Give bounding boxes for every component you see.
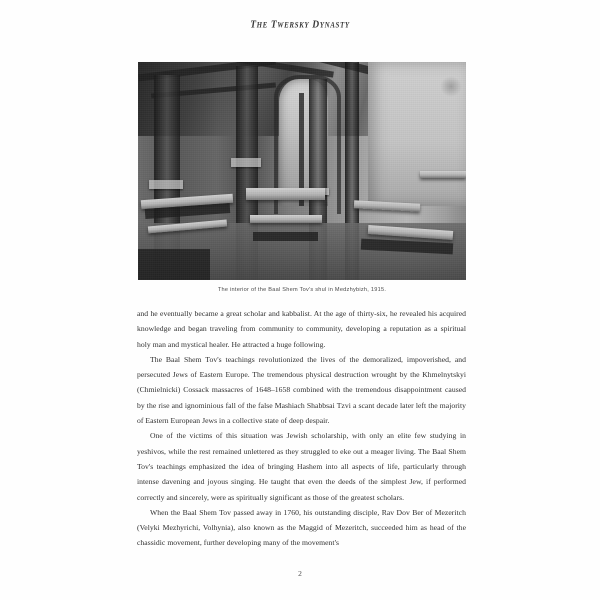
paragraph: The Baal Shem Tov's teachings revolutionized the lives of the demoralized, impoverished, and persecuted Jews of Eastern Europe. The tremendous physical destruction wrought by the Khmelnytskyi (Chmielnicki) Cossack massacres of 1648–1658 combined with the tremendous disappointment caused by the rise and ignominious fall of the false Mashiach Shabbsai Tzvi a scant decade later left the majority of Eastern European Jews in a collective state of deep despair. (137, 354, 466, 426)
body-text (137, 306, 466, 551)
paragraph: When the Baal Shem Tov passed away in 1760, his outstanding disciple, Rav Dov Ber of Mezeritch (Velyki Mezhyrichi, Volhynia), also known as the Maggid of Mezeritch, succeeded him as head of the chassidic movement, further developing many of the movement's (137, 507, 466, 548)
figure-caption: The interior of the Baal Shem Tov's shul in Medzhybizh, 1915. (217, 287, 387, 293)
running-head (0, 14, 600, 32)
running-head-text: The Twersky Dynasty (250, 19, 350, 31)
paragraph: and he eventually became a great scholar and kabbalist. At the age of thirty-six, he revealed his acquired knowledge and began traveling from community to community, developing a reputation as a spiritual holy man and mystical healer. He attracted a huge following. (137, 309, 466, 349)
figure (138, 62, 466, 293)
photo-grain (138, 62, 466, 280)
paragraph: One of the victims of this situation was Jewish scholarship, with only an elite few studying in yeshivos, while the rest remained unlettered as they struggled to eke out a meager living. The Baal Shem Tov's teachings emphasized the idea of bringing Hashem into all aspects of life, particularly through intense davening and joyous singing. He taught that even the deeds of the simplest Jew, if performed correctly and sincerely, were as spiritually significant as those of the greatest scholars. (137, 431, 466, 502)
archival-photograph (138, 62, 466, 280)
page-number: 2 (298, 569, 302, 578)
